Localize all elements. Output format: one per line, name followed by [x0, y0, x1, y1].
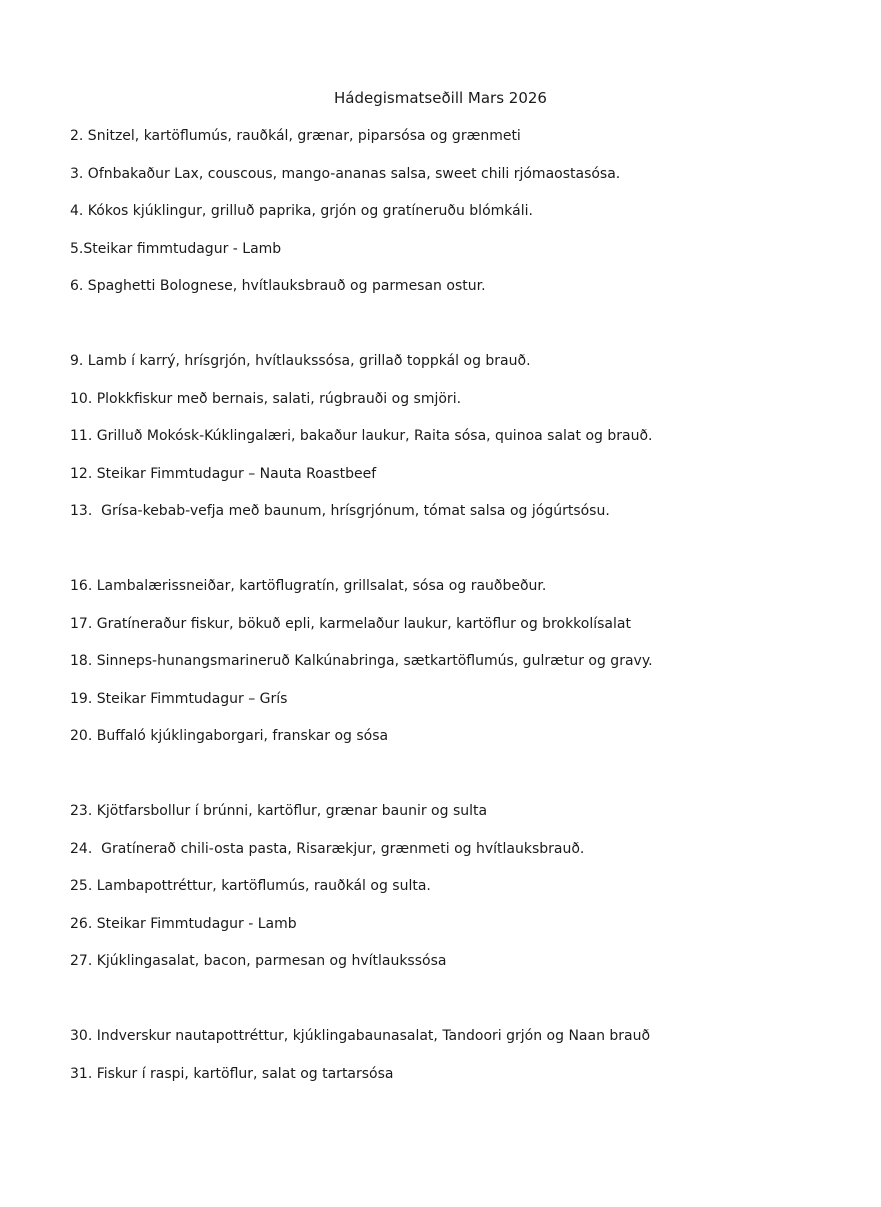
week-separator — [70, 989, 850, 1027]
menu-item: 10. Plokkfiskur með bernais, salati, rúgbrauði og smjöri. — [70, 390, 462, 407]
menu-item: 18. Sinneps-hunangsmarineruð Kalkúnabringa, sætkartöflumús, gulrætur og gravy. — [70, 653, 653, 669]
menu-item: 30. Indverskur nautapottréttur, kjúklingabaunasalat, Tandoori grjón og Naan brauð — [70, 1028, 651, 1044]
menu-item: 2. Snitzel, kartöflumús, rauðkál, grænar, piparsósa og grænmeti — [70, 128, 521, 144]
menu-list — [70, 126, 850, 1101]
menu-item: 17. Gratíneraður fiskur, bökuð epli, karmelaður laukur, kartöflur og brokkolísalat — [70, 615, 631, 632]
menu-item: 25. Lambapottréttur, kartöflumús, rauðkál og sulta. — [70, 878, 431, 894]
menu-item: 5.Steikar fimmtudagur - Lamb — [70, 240, 282, 257]
menu-item: 27. Kjúklingasalat, bacon, parmesan og hvítlaukssósa — [70, 953, 447, 969]
page-title: Hádegismatseðill Mars 2026 — [334, 89, 547, 107]
menu-item: 13. Grísa-kebab-vefja með baunum, hrísgrjónum, tómat salsa og jógúrtsósu. — [70, 503, 610, 519]
menu-item: 24. Gratínerað chili-osta pasta, Risarækjur, grænmeti og hvítlauksbrauð. — [70, 840, 585, 857]
menu-item: 12. Steikar Fimmtudagur – Nauta Roastbeef — [70, 465, 377, 482]
menu-item: 16. Lambalærissneiðar, kartöflugratín, grillsalat, sósa og rauðbeður. — [70, 578, 547, 594]
menu-item: 31. Fiskur í raspi, kartöflur, salat og tartarsósa — [70, 1065, 394, 1082]
menu-item: 26. Steikar Fimmtudagur - Lamb — [70, 915, 297, 932]
menu-item: 4. Kókos kjúklingur, grilluð paprika, grjón og gratíneruðu blómkáli. — [70, 203, 533, 219]
menu-item: 20. Buffaló kjúklingaborgari, franskar og sósa — [70, 728, 389, 744]
menu-item: 23. Kjötfarsbollur í brúnni, kartöflur, grænar baunir og sulta — [70, 803, 488, 819]
menu-item: 3. Ofnbakaður Lax, couscous, mango-ananas salsa, sweet chili rjómaostasósa. — [70, 165, 621, 182]
menu-item: 11. Grilluð Mokósk-Kúklingalæri, bakaður laukur, Raita sósa, quinoa salat og brauð. — [70, 428, 653, 444]
menu-item: 9. Lamb í karrý, hrísgrjón, hvítlaukssósa, grillað toppkál og brauð. — [70, 353, 531, 369]
menu-item: 19. Steikar Fimmtudagur – Grís — [70, 690, 288, 707]
week-separator — [70, 539, 850, 577]
week-separator — [70, 764, 850, 802]
week-separator — [70, 314, 850, 352]
menu-item: 6. Spaghetti Bolognese, hvítlauksbrauð og parmesan ostur. — [70, 278, 486, 294]
